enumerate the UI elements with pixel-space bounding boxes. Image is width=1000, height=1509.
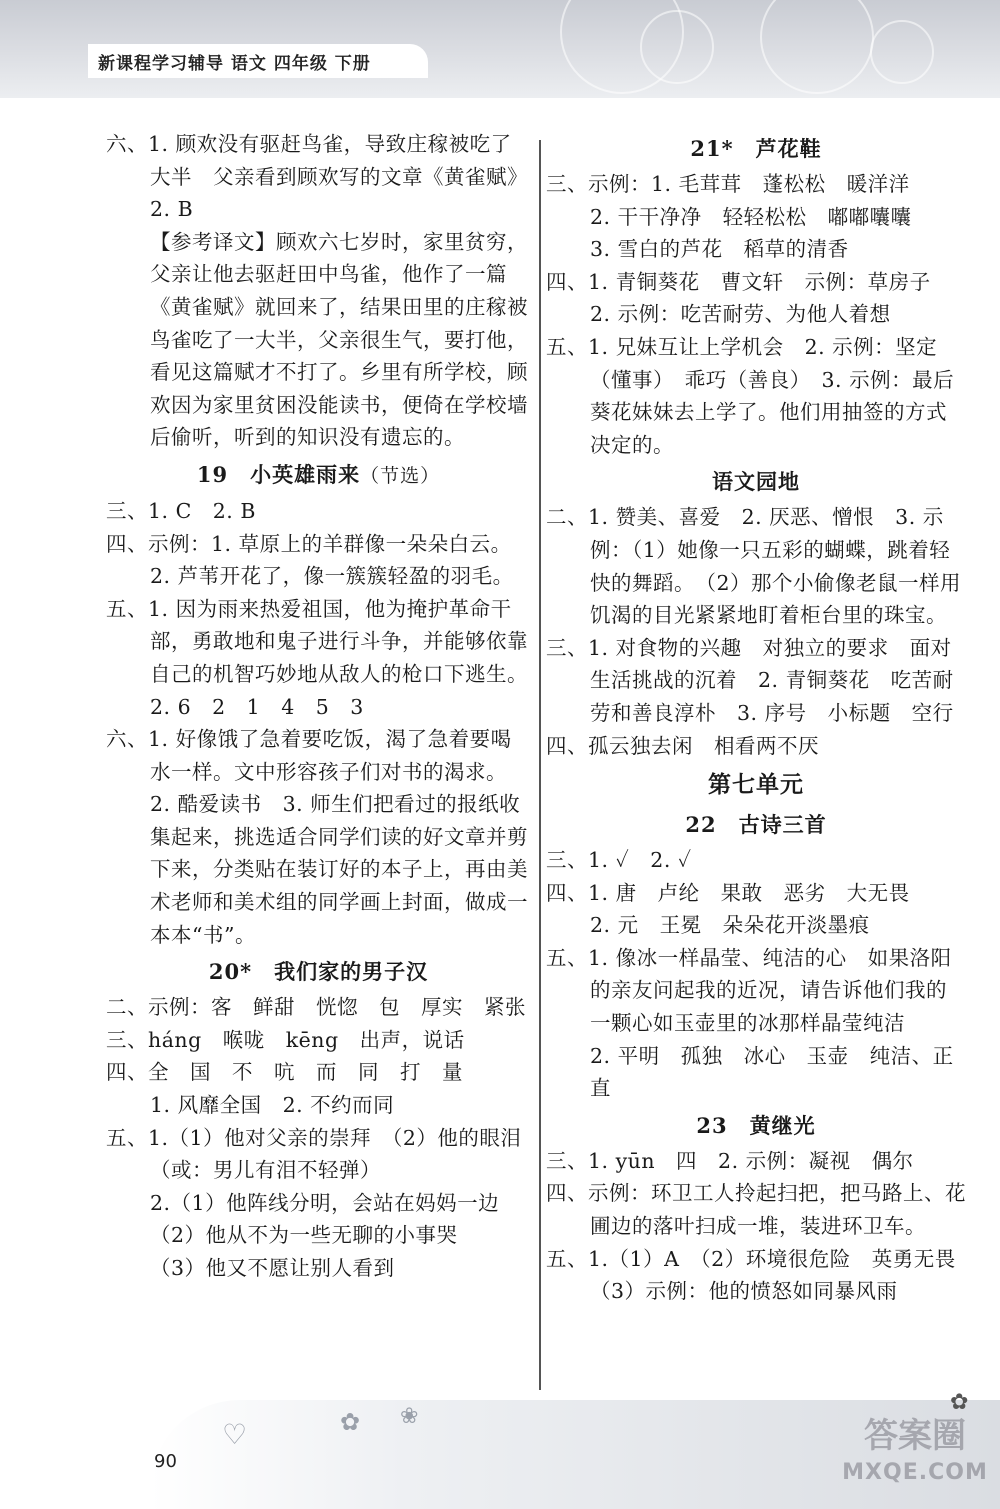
- answer-line: 四、孤云独去闲 相看两不厌: [546, 733, 819, 758]
- section-title: 古诗三首: [738, 812, 827, 838]
- section-title: 第七单元: [708, 771, 804, 799]
- answer-line: 2. 平明 孤独 冰心 玉壶 纯洁、正直: [590, 1043, 954, 1101]
- section-heading: [546, 808, 966, 842]
- section-title: 黄继光: [749, 1112, 816, 1138]
- answer-line: 三、1. C 2. B: [106, 498, 256, 523]
- flower-icon: ✿: [950, 1390, 969, 1415]
- answer-line: 三、1. yūn 四 2. 示例：凝视 偶尔: [546, 1148, 914, 1173]
- answer-line: 五、1. 像冰一样晶莹、纯洁的心 如果洛阳的亲友问起我的近况，请告诉他们我的一颗心如玉壶里的冰那样晶莹纯洁: [546, 945, 952, 1036]
- answer-line: 六、1. 好像饿了急着要吃饭，渴了急着要喝水一样。文中形容孩子们对书的渴求。 2. 酷爱读书 3. 师生们把看过的报纸收集起来，挑选适合同学们读的好文章并剪下来，分类贴在装订好的本子上，再由美术老师和美术组的同学画上封面，做成一本本“书”。: [106, 727, 528, 947]
- answer-line: 3. 雪白的芦花 稻草的清香: [590, 237, 849, 262]
- flower-icon: ✿: [340, 1408, 361, 1436]
- decor-circle: [640, 10, 714, 84]
- answer-line: （3）他又不愿让别人看到: [150, 1256, 395, 1280]
- section-number: 19: [196, 461, 229, 487]
- section-number: 23: [696, 1112, 728, 1138]
- section-number: 20*: [208, 959, 253, 985]
- answer-line: 2.（1）他阵线分明，会站在妈妈一边 （2）他从不为一些无聊的小事哭: [150, 1190, 521, 1248]
- section-heading: [546, 1109, 966, 1143]
- book-title: 新课程学习辅导 语文 四年级 下册: [98, 54, 371, 74]
- watermark-line1: 答案圈: [864, 1416, 966, 1456]
- answer-line: 四、示例：环卫工人拎起扫把，把马路上、花圃边的落叶扫成一堆，装进环卫车。: [546, 1181, 966, 1239]
- reference-translation: 【参考译文】顾欢六七岁时，家里贫穷，父亲让他去驱赶田中鸟雀，他作了一篇《黄雀赋》就回来了，结果田里的庄稼被鸟雀吃了一大半，父亲很生气，要打他，看见这篇赋才不打了。乡里有所学校，顾欢因为家里贫困没能读书，便倚在学校墙后偷听，听到的知识没有遗忘的。: [150, 229, 528, 450]
- watermark-line2: MXQE.COM: [842, 1460, 988, 1485]
- answer-line: 五、1. 因为雨来热爱祖国，他为掩护革命干部，勇敢地和鬼子进行斗争，并能够依靠自己的机智巧妙地从敌人的枪口下逃生。 2. 6 2 1 4 5 3: [106, 596, 539, 719]
- answer-line: 六、1. 顾欢没有驱赶鸟雀，导致庄稼被吃了大半 父亲看到顾欢写的文章《黄雀赋》 2. B: [106, 132, 539, 222]
- column-divider: [539, 140, 541, 1390]
- decor-circle: [760, 0, 874, 94]
- section-title: 语文园地: [712, 469, 800, 495]
- answer-line: 2. 示例：吃苦耐劳、为他人着想: [590, 302, 891, 327]
- section-number: 21*: [690, 136, 734, 161]
- section-title: 小英雄雨来: [250, 461, 361, 487]
- section-title: 芦花鞋: [755, 136, 822, 161]
- right-column: [546, 128, 977, 1308]
- answer-line: 1. 风靡全国 2. 不约而同: [150, 1093, 395, 1118]
- answer-line: 2. 元 王冕 朵朵花开淡墨痕: [590, 913, 870, 938]
- answer-line: 二、示例：客 鲜甜 恍惚 包 厚实 紧张: [106, 995, 526, 1020]
- watermark: [840, 1412, 990, 1502]
- decor-circle: [870, 20, 934, 84]
- answer-line: 四、1. 青铜葵花 曹文轩 示例：草房子: [546, 269, 931, 294]
- answer-line: 四、1. 唐 卢纶 果敢 恶劣 大无畏: [546, 880, 910, 905]
- answer-line: 三、háng 喉咙 kēng 出声，说话: [106, 1027, 465, 1052]
- heart-icon: ♡: [222, 1418, 248, 1451]
- left-column: [106, 128, 539, 1285]
- section-heading: [106, 955, 531, 989]
- section-heading: [546, 465, 966, 499]
- page-number: 90: [154, 1451, 177, 1472]
- flower-icon: ❀: [400, 1404, 419, 1429]
- section-tag: （节选）: [360, 464, 441, 487]
- section-number: 22: [685, 812, 717, 838]
- section-title: 我们家的男子汉: [274, 959, 429, 985]
- answer-line: 三、示例：1. 毛茸茸 蓬松松 暖洋洋: [546, 172, 910, 196]
- answer-line: 三、1. ✓ 2. ✓: [546, 848, 692, 873]
- section-heading: [106, 458, 531, 493]
- answer-line: 五、1.（1）A （2）环境很危险 英勇无畏 （3）示例：他的愤怒如同暴风雨: [546, 1246, 977, 1304]
- answer-line: 四、示例：1. 草原上的羊群像一朵朵白云。: [106, 531, 512, 556]
- answer-line: 五、1. 兄妹互让上学机会 2. 示例：坚定（懂事） 乖巧（善良） 3. 示例：最后葵花妹妹去上学了。他们用抽签的方式决定的。: [546, 334, 955, 457]
- answer-line: 三、1. 对食物的兴趣 对独立的要求 面对生活挑战的沉着 2. 青铜葵花 吃苦耐劳和善良淳朴 3. 序号 小标题 空行: [546, 635, 954, 725]
- answer-line: 2. 干干净净 轻轻松松 嘟嘟囔囔: [590, 204, 912, 229]
- section-heading: [546, 132, 966, 166]
- answer-line: 2. 芦苇开花了，像一簇簇轻盈的羽毛。: [150, 564, 514, 589]
- answer-line: 二、1. 赞美、喜爱 2. 厌恶、憎恨 3. 示例：（1）她像一只五彩的蝴蝶，跳着轻快的舞蹈。 （2）那个小偷像老鼠一样用饥渴的目光紧紧地盯着柜台里的珠宝。: [546, 505, 962, 628]
- answer-line: 五、1.（1）他对父亲的崇拜 （2）他的眼泪（或：男儿有泪不轻弹）: [106, 1125, 522, 1183]
- answer-line: 四、全 国 不 吭 而 同 打 量: [106, 1060, 463, 1085]
- section-heading: [546, 768, 966, 802]
